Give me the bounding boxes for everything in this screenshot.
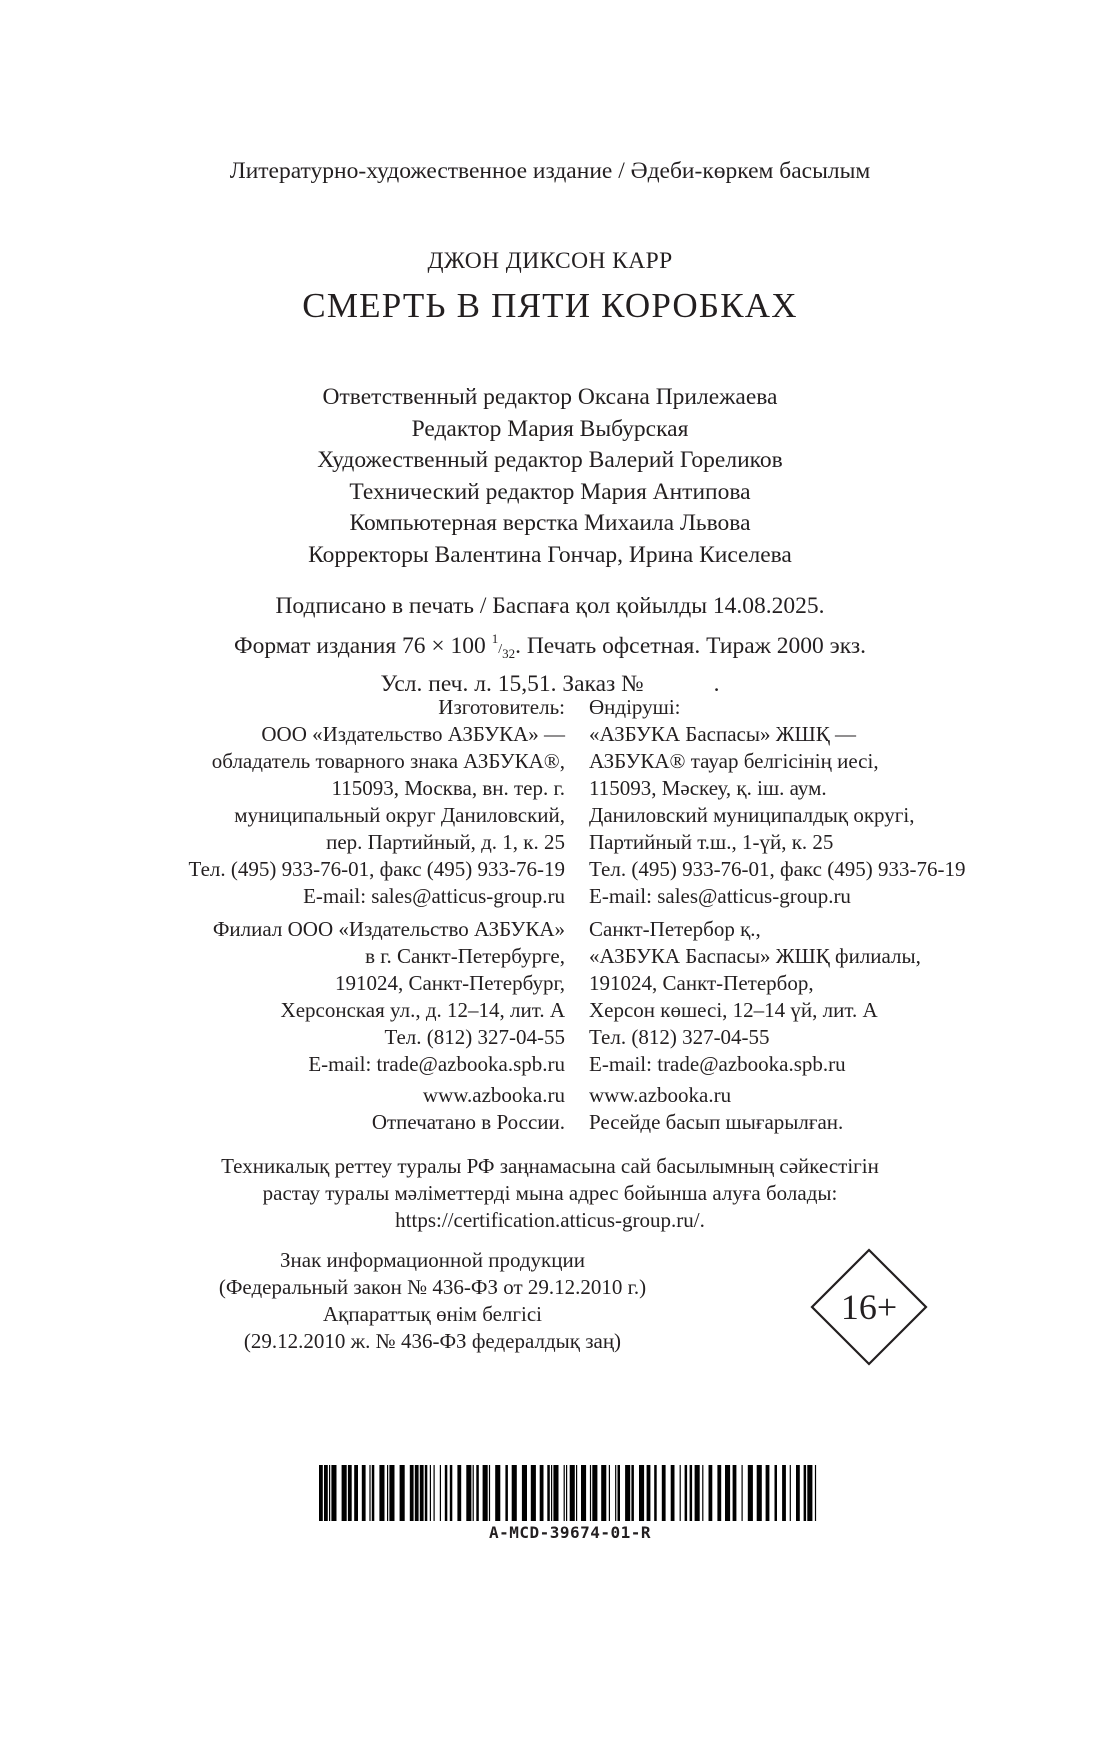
manufacturer-kz-line: «АЗБУКА Баспасы» ЖШҚ — [589, 722, 856, 746]
barcode-bar [564, 1465, 565, 1521]
barcode-bar [662, 1465, 666, 1521]
barcode-bar [450, 1465, 453, 1521]
barcode-bar [717, 1465, 721, 1521]
barcode-bar [680, 1465, 681, 1521]
footer-kz [589, 1082, 843, 1136]
manufacturer-ru [189, 694, 565, 910]
barcode-bar [415, 1465, 419, 1521]
age-rating-text: 16+ [840, 1287, 898, 1327]
branch-kz-line: Санкт-Петербор қ., [589, 917, 761, 941]
format-prefix: Формат издания 76 × 100 [234, 632, 486, 659]
age-rating-badge [810, 1248, 928, 1366]
book-author: ДЖОН ДИКСОН КАРР [427, 248, 673, 274]
barcode-bar [601, 1465, 606, 1521]
barcode-bar [690, 1465, 693, 1521]
barcode-bar [331, 1465, 336, 1521]
branch-kz-line: 191024, Санкт-Петербор, [589, 971, 814, 995]
barcode-bar [476, 1465, 479, 1521]
barcode-bar [592, 1465, 597, 1521]
barcode-bar [576, 1465, 577, 1521]
barcode-bar [742, 1465, 743, 1521]
website-ru: www.azbooka.ru [422, 1083, 565, 1107]
manufacturer-kz-line: E-mail: sales@atticus-group.ru [589, 884, 851, 908]
barcode-bar [420, 1465, 424, 1521]
barcode-bar [387, 1465, 388, 1521]
manufacturer-ru-line: обладатель товарного знака АЗБУКА®, [211, 749, 565, 773]
editorial-staff [0, 382, 1100, 571]
barcode-bar [489, 1465, 490, 1521]
manufacturer-kz-line: Өндіруші: [589, 695, 681, 719]
barcode-bar [473, 1465, 474, 1521]
barcode-bar [329, 1465, 330, 1521]
barcode-bar [434, 1465, 435, 1521]
barcode-bar [495, 1465, 500, 1521]
barcode-bar [581, 1465, 586, 1521]
barcode-bar [430, 1465, 431, 1521]
format-fraction: $^1/_{32}$ [491, 630, 516, 661]
barcode-bar [372, 1465, 375, 1521]
barcode-bar [790, 1465, 791, 1521]
manufacturer-ru-line: пер. Партийный, д. 1, к. 25 [326, 830, 565, 854]
printed-in-kz: Ресейде басып шығарылған. [589, 1110, 844, 1134]
barcode-bar [505, 1465, 508, 1521]
manufacturer-kz-line: Тел. (495) 933-76-01, факс (495) 933-76-19 [589, 857, 966, 881]
manufacturer-ru-line: 115093, Москва, вн. тер. г. [331, 776, 565, 800]
barcode-bar [425, 1465, 428, 1521]
barcode-bar [362, 1465, 366, 1521]
footer-ru [372, 1082, 565, 1136]
info-product-sign [0, 1247, 865, 1355]
barcode-bar [389, 1465, 394, 1521]
barcode-bar [733, 1465, 737, 1521]
info-sign-line: Ақпараттық өнім белгісі [322, 1302, 543, 1326]
barcode-bar [547, 1465, 550, 1521]
certification-note [0, 1153, 1100, 1234]
barcode-bar [766, 1465, 770, 1521]
barcode-bar [590, 1465, 591, 1521]
staff-line: Ответственный редактор Оксана Прилежаева [322, 384, 778, 410]
certification-line: Техникалық реттеу туралы РФ заңнамасына сай басылымның сәйкестігін [221, 1154, 879, 1178]
branch-ru-line: Тел. (812) 327-04-55 [384, 1025, 565, 1049]
barcode-bar [400, 1465, 405, 1521]
barcode-bar [804, 1465, 807, 1521]
manufacturer-ru-line: ООО «Издательство АЗБУКА» — [261, 722, 565, 746]
branch-ru-line: в г. Санкт-Петербурге, [365, 944, 565, 968]
barcode-bar [319, 1465, 323, 1521]
manufacturer-kz-line: Партийный т.ш., 1-үй, к. 25 [589, 830, 834, 854]
format-line [0, 623, 1100, 670]
barcode [319, 1465, 821, 1521]
barcode-bar [647, 1465, 651, 1521]
manufacturer-ru-line: муниципальный округ Даниловский, [234, 803, 565, 827]
branch-kz-line: E-mail: trade@azbooka.spb.ru [589, 1052, 846, 1076]
branch-ru-line: Филиал ООО «Издательство АЗБУКА» [212, 917, 565, 941]
barcode-bar [748, 1465, 753, 1521]
barcode-bar [695, 1465, 700, 1521]
barcode-bar [512, 1465, 517, 1521]
barcode-code: A-MCD-39674-01-R [488, 1523, 652, 1542]
barcode-bar [782, 1465, 786, 1521]
barcode-bar [796, 1465, 800, 1521]
barcode-bar [553, 1465, 558, 1521]
format-numerator: 1 [491, 630, 499, 646]
barcode-bar [440, 1465, 441, 1521]
branch-ru [213, 916, 565, 1078]
info-sign-line: Знак информационной продукции [280, 1248, 585, 1272]
manufacturer-kz-line: Даниловский муниципалдық округі, [589, 803, 915, 827]
barcode-bar [369, 1465, 370, 1521]
format-suffix: . Печать офсетная. Тираж 2000 экз. [515, 632, 866, 659]
barcode-bar [618, 1465, 621, 1521]
staff-line: Художественный редактор Валерий Гореликов [317, 447, 783, 473]
manufacturer-kz [589, 694, 965, 910]
barcode-bar [709, 1465, 713, 1521]
barcode-bar [466, 1465, 471, 1521]
branch-ru-line: Херсонская ул., д. 12–14, лит. А [280, 998, 565, 1022]
website-kz: www.azbooka.ru [589, 1083, 732, 1107]
barcode-bar [348, 1465, 352, 1521]
barcode-bar [807, 1465, 812, 1521]
barcode-bar [725, 1465, 730, 1521]
barcode-bar [654, 1465, 657, 1521]
manufacturer-kz-line: 115093, Мәскеу, қ. іш. аум. [589, 776, 827, 800]
barcode-bar [410, 1465, 414, 1521]
barcode-bar [685, 1465, 688, 1521]
branch-kz [589, 916, 921, 1078]
manufacturer-ru-line: Тел. (495) 933-76-01, факс (495) 933-76-19 [188, 857, 565, 881]
book-title: СМЕРТЬ В ПЯТИ КОРОБКАХ [302, 286, 798, 325]
sheets-suffix: . [713, 671, 720, 697]
info-sign-line: (29.12.2010 ж. № 436-ФЗ федералдық заң) [243, 1329, 622, 1353]
staff-line: Компьютерная верстка Михаила Львова [349, 510, 751, 536]
barcode-bar [531, 1465, 536, 1521]
barcode-bar [540, 1465, 544, 1521]
barcode-bar [522, 1465, 527, 1521]
staff-line: Корректоры Валентина Гончар, Ирина Киселева [308, 541, 792, 568]
barcode-bar [671, 1465, 675, 1521]
barcode-bar [342, 1465, 347, 1521]
barcode-bar [324, 1465, 328, 1521]
edition-type: Литературно-художественное издание / Әдеби-көркем басылым [229, 158, 871, 184]
barcode-bar [631, 1465, 634, 1521]
signed-date: Подписано в печать / Баспаға қол қойылды 14.08.2025. [275, 593, 825, 619]
barcode-bar [639, 1465, 644, 1521]
branch-kz-line: «АЗБУКА Баспасы» ЖШҚ филиалы, [589, 944, 921, 968]
barcode-bar [551, 1465, 552, 1521]
branch-kz-line: Херсон көшесі, 12–14 үй, лит. А [589, 998, 878, 1022]
barcode-bar [625, 1465, 630, 1521]
barcode-bar [570, 1465, 575, 1521]
format-denominator: 32 [502, 645, 516, 661]
barcode-bar [566, 1465, 567, 1521]
barcode-bar [445, 1465, 448, 1521]
barcode-bar [379, 1465, 384, 1521]
manufacturer-ru-line: E-mail: sales@atticus-group.ru [303, 884, 565, 908]
print-info [0, 591, 1100, 701]
barcode-bar [815, 1465, 816, 1521]
barcode-bar [702, 1465, 703, 1521]
manufacturer-kz-line: АЗБУКА® тауар белгісінің иесі, [589, 749, 879, 773]
manufacturer-ru-line: Изготовитель: [438, 695, 565, 719]
barcode-bar [354, 1465, 358, 1521]
barcode-bar [483, 1465, 488, 1521]
info-sign-line: (Федеральный закон № 436-ФЗ от 29.12.2010 г.) [218, 1275, 647, 1299]
certification-url: https://certification.atticus-group.ru/. [395, 1208, 705, 1232]
barcode-bar [775, 1465, 778, 1521]
branch-ru-line: 191024, Санкт-Петербург, [334, 971, 565, 995]
barcode-bar [757, 1465, 762, 1521]
printed-in-ru: Отпечатано в России. [371, 1110, 565, 1134]
barcode-bar [615, 1465, 616, 1521]
barcode-bar [457, 1465, 461, 1521]
sheets-prefix: Усл. печ. л. 15,51. Заказ № [380, 671, 644, 697]
certification-line: растау туралы мәліметтерді мына адрес бойынша алуға болады: [262, 1181, 838, 1205]
branch-kz-line: Тел. (812) 327-04-55 [589, 1025, 770, 1049]
branch-ru-line: E-mail: trade@azbooka.spb.ru [308, 1052, 565, 1076]
staff-line: Технический редактор Мария Антипова [349, 478, 751, 505]
barcode-bar [609, 1465, 610, 1521]
staff-line: Редактор Мария Выбурская [411, 415, 689, 442]
